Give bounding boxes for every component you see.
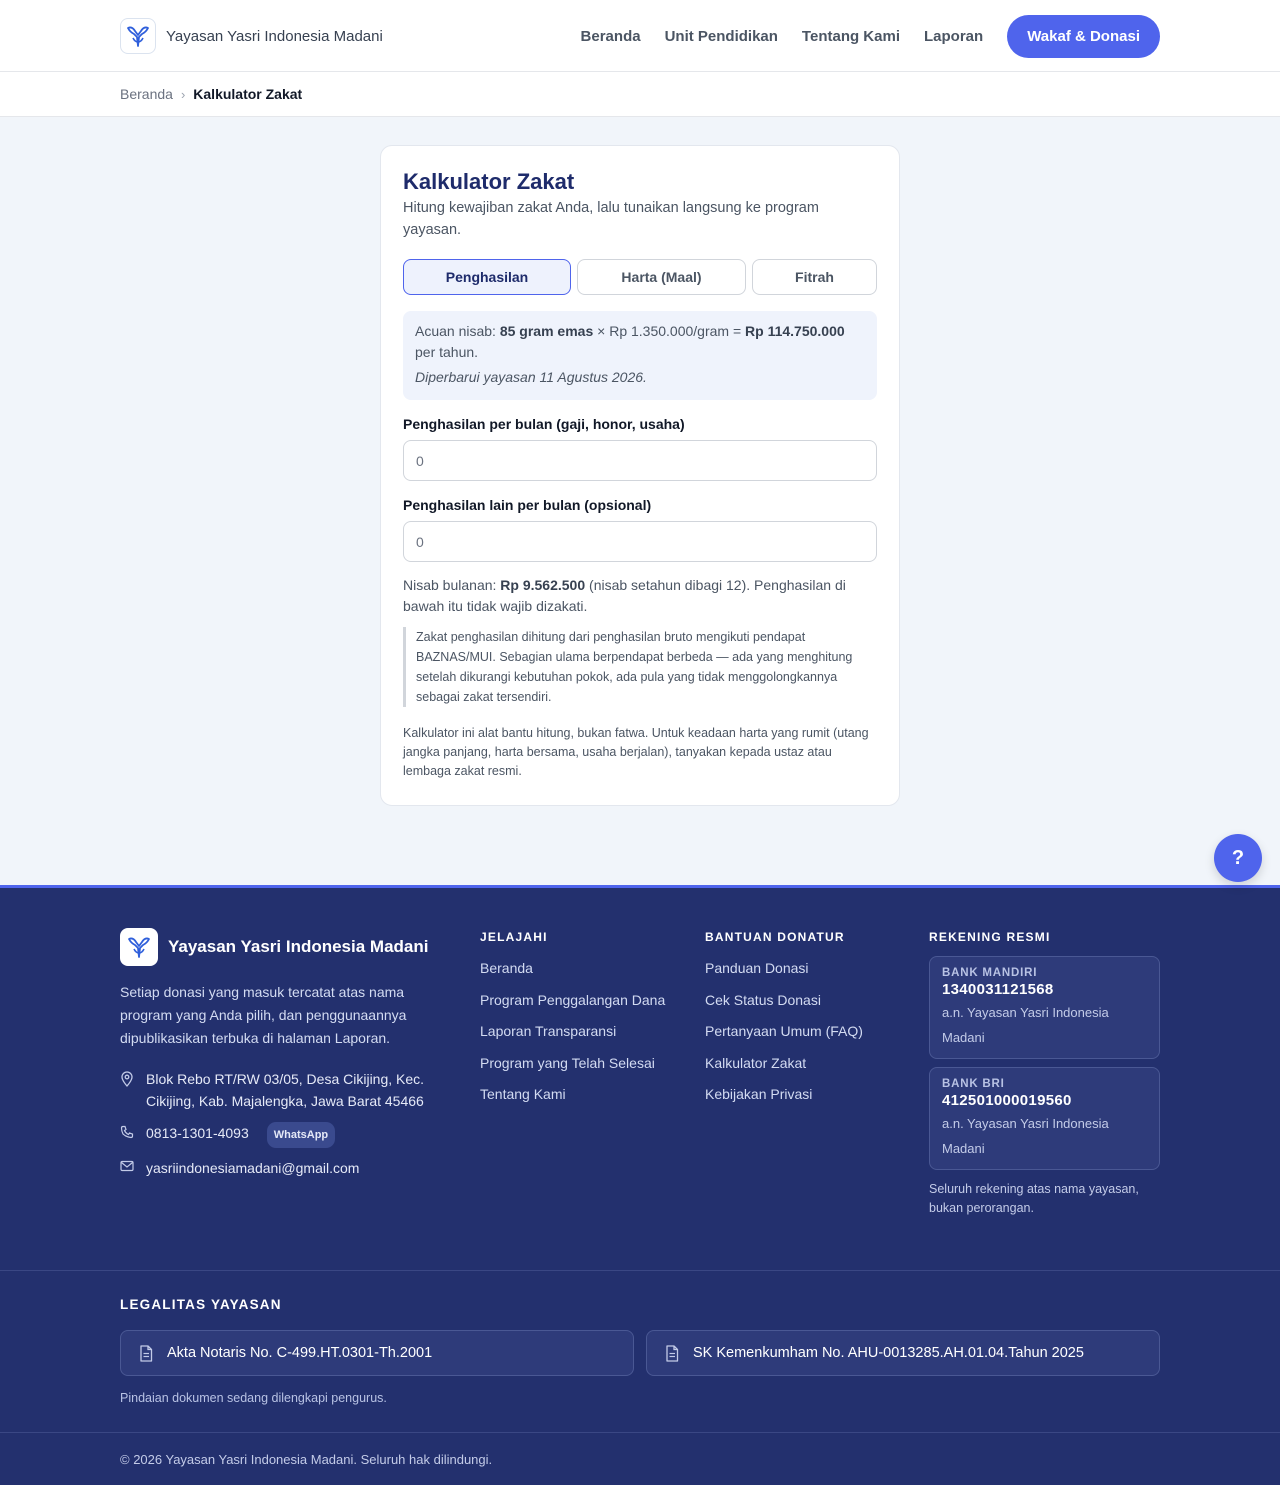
accounts-heading: REKENING RESMI <box>929 930 1051 944</box>
other-income-field-label: Penghasilan lain per bulan (opsional) <box>403 497 652 513</box>
footer-about <box>120 928 480 1218</box>
whatsapp-badge[interactable]: WhatsApp <box>267 1122 335 1148</box>
document-icon <box>665 1345 679 1362</box>
monthly-nisab-note <box>403 575 877 617</box>
other-income-input[interactable]: 0 <box>403 521 877 562</box>
bank-account-card <box>929 956 1160 1059</box>
zakat-calculator-card <box>380 145 900 806</box>
bank-account-owner: a.n. Yayasan Yasri Indonesia Madani <box>942 1005 1109 1045</box>
copyright: © 2026 Yayasan Yasri Indonesia Madani. Seluruh hak dilindungi. <box>120 1452 493 1467</box>
yayasan-logo-icon <box>120 928 158 966</box>
phone-link[interactable]: 0813-1301-4093 <box>146 1125 249 1141</box>
bank-account-owner: a.n. Yayasan Yasri Indonesia Madani <box>942 1116 1109 1156</box>
footer-link-faq[interactable]: Pertanyaan Umum (FAQ) <box>705 1023 863 1039</box>
zakat-type-tabs <box>403 259 877 295</box>
bank-name: BANK MANDIRI <box>942 967 1038 979</box>
footer-brand-name: Yayasan Yasri Indonesia Madani <box>168 937 429 956</box>
document-icon <box>139 1345 153 1362</box>
bank-name: BANK BRI <box>942 1078 1005 1090</box>
legal-document-title: SK Kemenkumham No. AHU-0013285.AH.01.04.Tahun 2025 <box>693 1345 1084 1361</box>
nisab-prefix: Acuan nisab: <box>415 323 500 339</box>
tab-penghasilan[interactable]: Penghasilan <box>403 259 571 295</box>
breadcrumb-home[interactable]: Beranda <box>120 86 173 102</box>
legal-document-card[interactable] <box>120 1330 634 1376</box>
brand-link[interactable] <box>120 18 383 54</box>
map-pin-icon <box>120 1071 134 1087</box>
nisab-price: × Rp 1.350.000/gram = <box>593 323 746 339</box>
nisab-info-box <box>403 311 877 400</box>
income-field-label: Penghasilan per bulan (gaji, honor, usaha) <box>403 416 685 432</box>
footer-link-program[interactable]: Program Penggalangan Dana <box>480 991 666 1008</box>
main-content <box>0 117 1280 885</box>
legal-section <box>0 1271 1280 1433</box>
tab-harta-maal[interactable]: Harta (Maal) <box>577 259 746 295</box>
top-navbar <box>0 0 1280 72</box>
tab-fitrah[interactable]: Fitrah <box>752 259 877 295</box>
nav-laporan[interactable]: Laporan <box>924 27 984 45</box>
nav-beranda[interactable]: Beranda <box>580 27 641 45</box>
legal-document-card[interactable] <box>646 1330 1160 1376</box>
chevron-right-icon: › <box>180 86 186 102</box>
address-text: Blok Rebo RT/RW 03/05, Desa Cikijing, Kec. Cikijing, Kab. Majalengka, Jawa Barat 45466 <box>146 1071 425 1109</box>
monthly-income-input[interactable]: 0 <box>403 440 877 481</box>
footer-link-tentang[interactable]: Tentang Kami <box>480 1086 566 1102</box>
email-link[interactable]: yasriindonesiamadani@gmail.com <box>146 1160 360 1176</box>
footer-link-kalkulator[interactable]: Kalkulator Zakat <box>705 1054 807 1071</box>
footer-explore <box>480 928 705 1218</box>
disclaimer-text: Kalkulator ini alat bantu hitung, bukan fatwa. Untuk keadaan harta yang rumit (utang jangka panjang, harta bersama, usaha berjalan), tanyakan kepada ustaz atau lembaga zakat resmi. <box>403 726 869 778</box>
legal-note: Pindaian dokumen sedang dilengkapi pengurus. <box>120 1391 387 1405</box>
nisab-total: Rp 114.750.000 <box>745 323 845 339</box>
nisab-gold: 85 gram emas <box>499 323 594 339</box>
donor-help-heading: BANTUAN DONATUR <box>705 930 845 944</box>
mail-icon <box>120 1160 134 1172</box>
footer-link-laporan[interactable]: Laporan Transparansi <box>480 1023 617 1039</box>
bank-account-number: 1340031121568 <box>942 981 1054 998</box>
footer-donor-help <box>705 928 929 1218</box>
nav-unit-pendidikan[interactable]: Unit Pendidikan <box>664 27 778 45</box>
phone-row <box>120 1122 480 1148</box>
legal-heading: LEGALITAS YAYASAN <box>120 1297 282 1312</box>
nisab-reference <box>415 321 865 363</box>
footer-link-panduan[interactable]: Panduan Donasi <box>705 960 809 976</box>
help-question-button[interactable]: ? <box>1214 834 1262 882</box>
main-nav <box>581 15 1160 58</box>
footer-link-privasi[interactable]: Kebijakan Privasi <box>705 1086 813 1102</box>
bank-account-card <box>929 1067 1160 1170</box>
breadcrumb-current: Kalkulator Zakat <box>193 86 303 102</box>
fiqh-note-quote: Zakat penghasilan dihitung dari penghasilan bruto mengikuti pendapat BAZNAS/MUI. Sebagian ulama berpendapat berbeda — ada yang menghitung setelah dikurangi kebutuhan pokok, ada pula yang tidak menggolongkannya sebagai zakat tersendiri. <box>403 627 877 707</box>
nisab-suffix: per tahun. <box>415 344 479 360</box>
wakaf-donasi-button[interactable]: Wakaf & Donasi <box>1007 15 1160 58</box>
footer-description: Setiap donasi yang masuk tercatat atas nama program yang Anda pilih, dan penggunaannya dipublikasikan terbuka di halaman Laporan. <box>120 984 407 1046</box>
address-row <box>120 1068 480 1112</box>
nav-tentang-kami[interactable]: Tentang Kami <box>801 27 900 45</box>
monthly-nisab-suffix: (nisab setahun dibagi 12). Penghasilan di bawah itu tidak wajib dizakati. <box>403 577 846 614</box>
page-title: Kalkulator Zakat <box>403 169 575 194</box>
footer-link-program-selesai[interactable]: Program yang Telah Selesai <box>480 1054 655 1071</box>
legal-document-title: Akta Notaris No. C-499.HT.0301-Th.2001 <box>167 1345 433 1361</box>
footer-link-cek-status[interactable]: Cek Status Donasi <box>705 991 821 1008</box>
bank-account-number: 412501000019560 <box>942 1092 1072 1109</box>
phone-icon <box>120 1125 134 1139</box>
page-subtitle: Hitung kewajiban zakat Anda, lalu tunaikan langsung ke program yayasan. <box>403 200 819 238</box>
brand-name: Yayasan Yasri Indonesia Madani <box>166 27 383 45</box>
explore-heading: JELAJAHI <box>480 930 548 944</box>
monthly-nisab-prefix: Nisab bulanan: <box>403 577 501 593</box>
site-footer <box>0 885 1280 1485</box>
email-row <box>120 1157 480 1179</box>
yayasan-logo-icon <box>120 18 156 54</box>
footer-link-beranda[interactable]: Beranda <box>480 960 533 976</box>
breadcrumb <box>0 72 1280 117</box>
monthly-nisab-value: Rp 9.562.500 <box>500 577 586 593</box>
footer-accounts <box>929 928 1160 1218</box>
accounts-note: Seluruh rekening atas nama yayasan, bukan perorangan. <box>929 1182 1139 1215</box>
nisab-updated-note: Diperbarui yayasan 11 Agustus 2026. <box>415 369 647 385</box>
